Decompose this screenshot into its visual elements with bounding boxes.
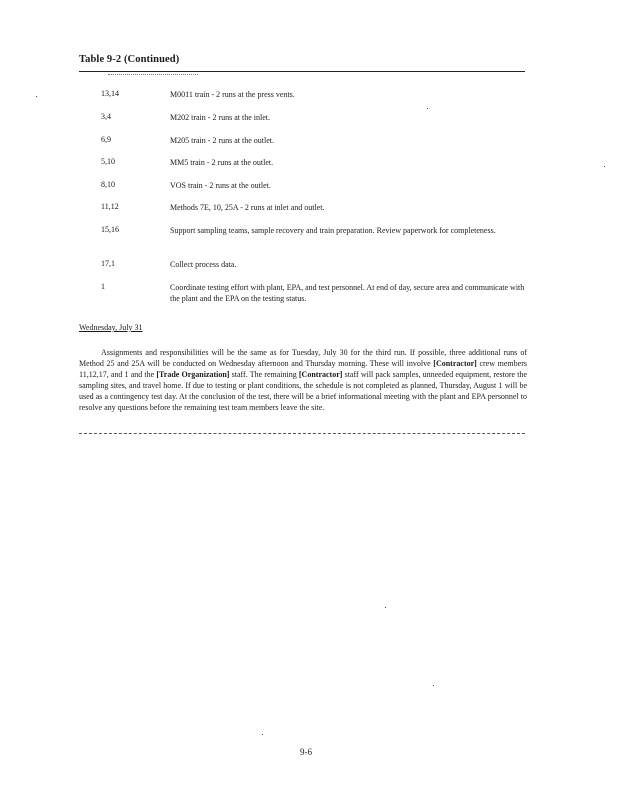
redacted-contractor: [Contractor] bbox=[298, 370, 343, 379]
row-crew-ids: 13,14 bbox=[101, 89, 119, 98]
paragraph-text: staff will pack samples, unneeded equipment, restore the sampling sites, and travel home. If due to testing or plant conditions, the schedule is not completed as planned, Thursday, August 1 will be used as a contingency test day. At the conclusion of the test, there will be a brief informational meeting with the plant and EPA personnel to resolve any questions before the remaining test team members leave the site. bbox=[79, 370, 528, 412]
title-rule bbox=[79, 71, 525, 72]
row-task: Collect process data. bbox=[170, 260, 237, 269]
paragraph-text: crew members 11,12,17, and 1 and the bbox=[79, 359, 527, 379]
row-task: VOS train - 2 runs at the outlet. bbox=[170, 181, 271, 190]
row-crew-ids: 5,10 bbox=[101, 157, 115, 166]
scan-speck bbox=[427, 108, 428, 109]
row-task: M205 train - 2 runs at the outlet. bbox=[170, 136, 274, 145]
paragraph-text: Assignments and responsibilities will be the same as for Tuesday, July 30 for the third run. If possible, three additional runs of Method 25 and 25A will be conducted on Wednesday afternoon and Thursday morning. These will involve bbox=[79, 348, 527, 368]
scan-speck bbox=[36, 96, 37, 97]
row-task: Methods 7E, 10, 25A - 2 runs at inlet and outlet. bbox=[170, 203, 325, 212]
bottom-rule bbox=[79, 433, 525, 434]
row-task: Support sampling teams, sample recovery and train preparation. Review paperwork for completeness. bbox=[170, 226, 496, 235]
row-crew-ids: 6,9 bbox=[101, 135, 111, 144]
body-paragraph bbox=[79, 347, 527, 413]
row-crew-ids: 8,10 bbox=[101, 180, 115, 189]
row-task: Coordinate testing effort with plant, EPA, and test personnel. At end of day, secure area and communicate with the plant and the EPA on the testing status. bbox=[170, 283, 525, 303]
row-crew-ids: 17,1 bbox=[101, 259, 115, 268]
row-crew-ids: 15,16 bbox=[101, 225, 119, 234]
row-task: M0011 train - 2 runs at the press vents. bbox=[170, 90, 295, 99]
paragraph-text: staff. The remaining bbox=[229, 370, 299, 379]
page-number: 9-6 bbox=[300, 747, 312, 757]
table-title: Table 9-2 (Continued) bbox=[79, 54, 180, 65]
scan-speck bbox=[385, 607, 386, 608]
redacted-trade-organization: [Trade Organization] bbox=[156, 370, 230, 379]
scan-speck bbox=[262, 734, 263, 735]
row-task: M202 train - 2 runs at the inlet. bbox=[170, 113, 270, 122]
row-crew-ids: 1 bbox=[101, 282, 105, 291]
row-task: MM5 train - 2 runs at the outlet. bbox=[170, 158, 274, 167]
title-rule-dots bbox=[108, 74, 198, 75]
redacted-contractor: [Contractor] bbox=[433, 359, 477, 368]
scan-speck bbox=[433, 685, 434, 686]
row-crew-ids: 11,12 bbox=[101, 202, 119, 211]
row-crew-ids: 3,4 bbox=[101, 112, 111, 121]
scan-speck bbox=[604, 166, 605, 167]
section-heading: Wednesday, July 31 bbox=[79, 323, 143, 332]
